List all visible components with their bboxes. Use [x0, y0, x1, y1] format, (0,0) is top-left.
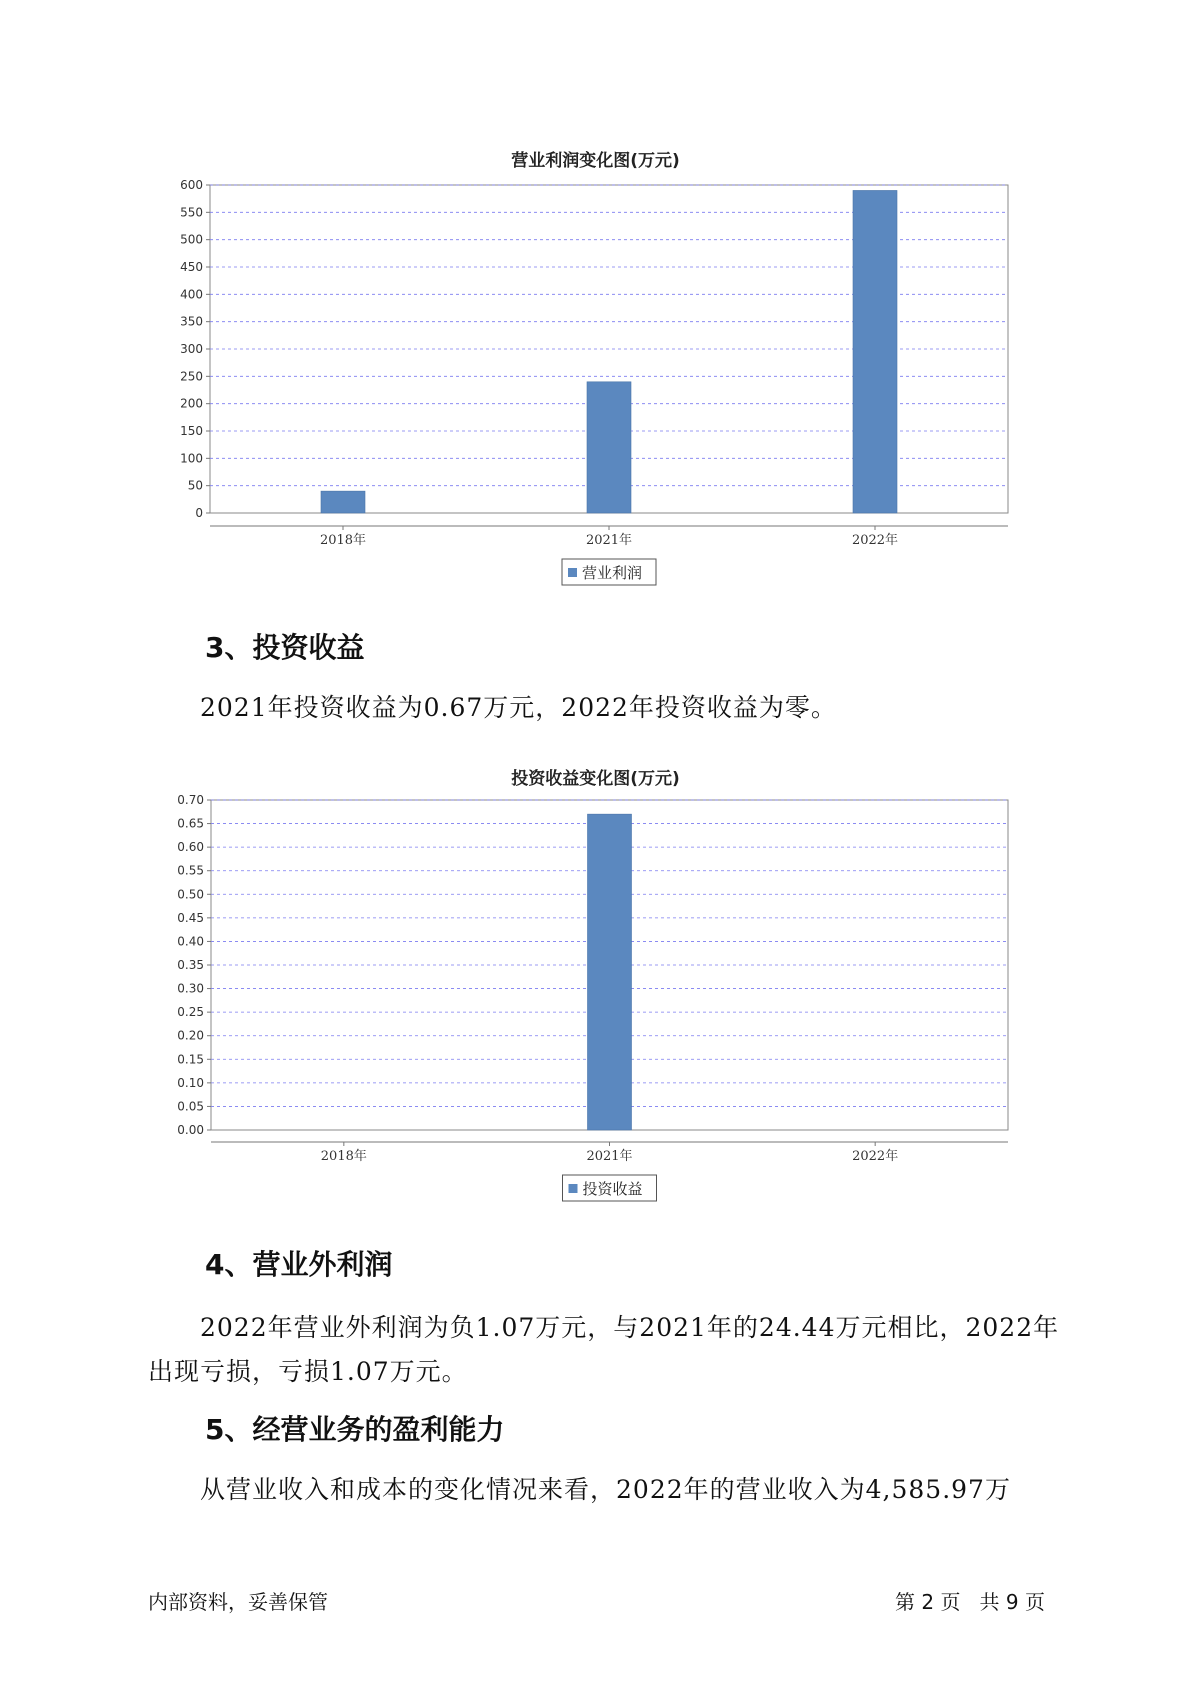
heading-profitability: 5、经营业务的盈利能力: [205, 1413, 505, 1446]
y-tick-label: 50: [187, 478, 203, 493]
y-tick-label: 150: [180, 424, 203, 438]
chart-title-operating-profit: 营业利润变化图(万元): [511, 151, 680, 171]
y-tick-label: 0: [195, 506, 203, 520]
y-tick-label: 550: [180, 205, 203, 220]
y-tick-label: 0.00: [177, 1123, 204, 1137]
heading-investment-income: 3、投资收益: [205, 631, 365, 664]
y-tick-label: 0.40: [177, 934, 204, 949]
y-tick-label: 350: [180, 314, 203, 329]
y-tick-label: 400: [180, 287, 203, 302]
y-tick-label: 0.30: [177, 981, 204, 996]
y-tick-label: 0.70: [177, 793, 204, 807]
legend-swatch: [568, 568, 577, 577]
paragraph-profitability: 从营业收入和成本的变化情况来看，2022年的营业收入为4,585.97万: [200, 1475, 1011, 1504]
y-tick-label: 0.60: [177, 840, 204, 855]
bar: [853, 190, 897, 513]
y-tick-label: 0.15: [177, 1052, 204, 1067]
y-tick-label: 600: [180, 178, 203, 192]
x-tick-label: 2018年: [319, 533, 367, 548]
y-tick-label: 100: [180, 451, 203, 466]
y-tick-label: 300: [180, 342, 203, 356]
y-tick-label: 0.20: [177, 1028, 204, 1043]
bar: [321, 491, 365, 513]
y-tick-label: 0.45: [177, 910, 204, 925]
y-tick-label: 500: [180, 232, 203, 247]
y-tick-label: 0.05: [177, 1099, 204, 1114]
y-tick-label: 0.55: [177, 863, 204, 878]
legend-label: 营业利润: [582, 564, 643, 582]
paragraph-investment-income: 2021年投资收益为0.67万元，2022年投资收益为零。: [200, 693, 837, 722]
bar: [588, 814, 632, 1130]
y-tick-label: 200: [180, 396, 203, 411]
footer-confidential-note: 内部资料，妥善保管: [148, 1590, 328, 1614]
footer-page-number: 第 2 页 共 9 页: [895, 1590, 1045, 1614]
legend-label: 投资收益: [582, 1180, 643, 1198]
y-tick-label: 0.65: [177, 816, 204, 831]
operating-profit-chart: [0, 170, 1191, 630]
bar: [587, 382, 631, 513]
chart-title-investment-income: 投资收益变化图(万元): [511, 769, 680, 789]
y-tick-label: 0.35: [177, 958, 204, 972]
y-tick-label: 0.25: [177, 1005, 204, 1020]
paragraph-non-operating-line1: 2022年营业外利润为负1.07万元，与2021年的24.44万元相比，2022年: [200, 1313, 1060, 1342]
y-tick-label: 0.50: [177, 887, 204, 902]
x-tick-label: 2018年: [320, 1149, 367, 1164]
paragraph-non-operating-line2: 出现亏损，亏损1.07万元。: [148, 1357, 468, 1386]
legend-swatch: [569, 1184, 578, 1193]
x-tick-label: 2022年: [852, 1149, 899, 1164]
investment-income-chart: [0, 790, 1191, 1210]
heading-non-operating-profit: 4、营业外利润: [205, 1248, 393, 1281]
y-tick-label: 450: [180, 260, 203, 274]
y-tick-label: 0.10: [177, 1075, 204, 1090]
x-tick-label: 2022年: [851, 533, 899, 548]
y-tick-label: 250: [180, 369, 203, 384]
x-tick-label: 2021年: [585, 533, 633, 548]
x-tick-label: 2021年: [586, 1149, 633, 1164]
